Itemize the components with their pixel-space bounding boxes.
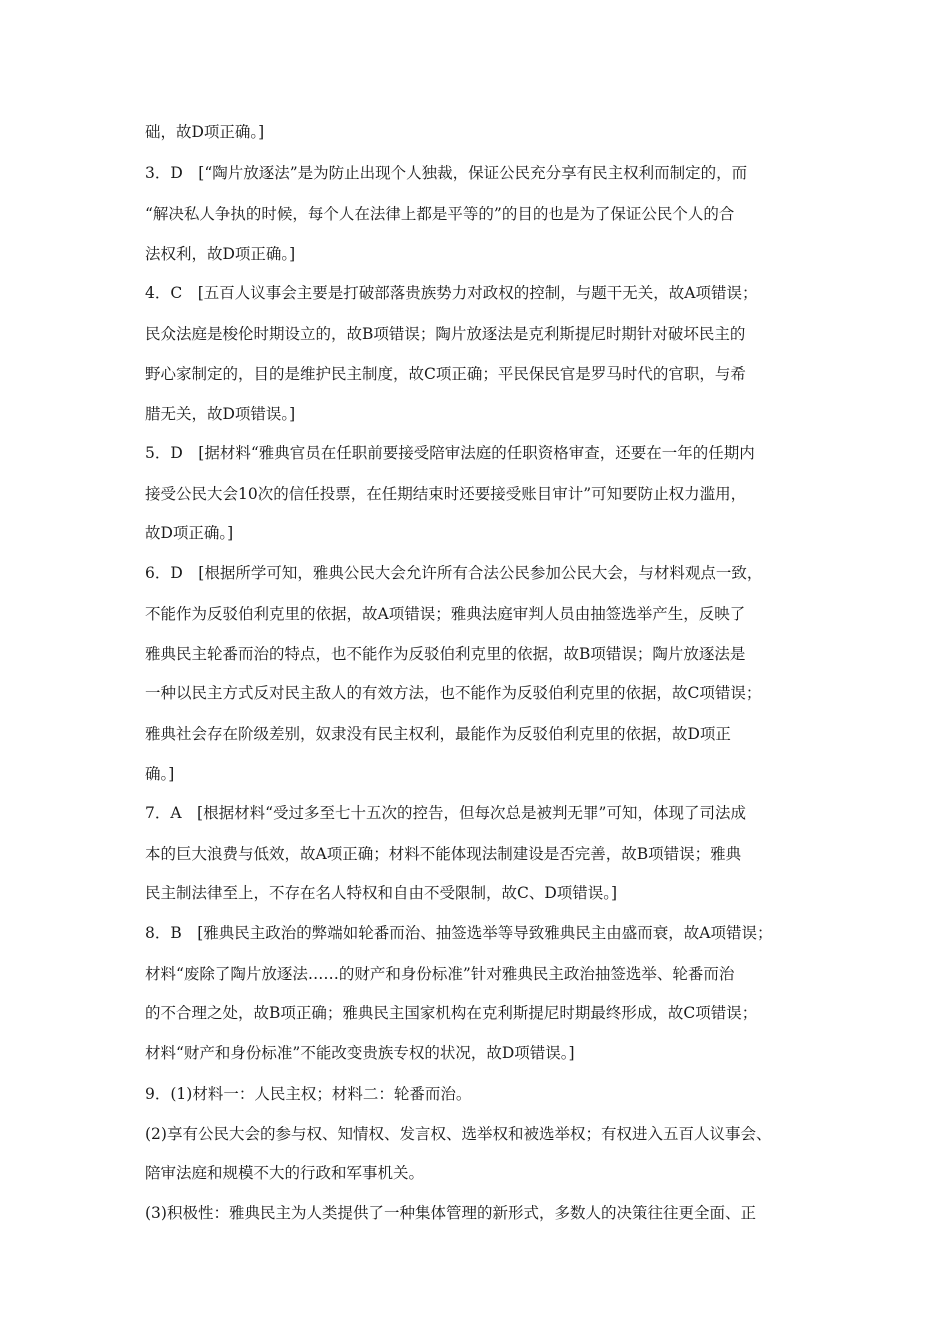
text-line: “解决私人争执的时候，每个人在法律上都是平等的”的目的也是为了保证公民个人的合 (145, 205, 735, 223)
text-line: 不能作为反驳伯利克里的依据，故A项错误；雅典法庭审判人员由抽签选举产生，反映了 (145, 605, 746, 623)
text-line: 础，故D项正确。] (145, 123, 265, 141)
text-line: 材料“废除了陶片放逐法……的财产和身份标准”针对雅典民主政治抽签选举、轮番而治 (145, 965, 735, 983)
text-line: 民主制法律至上，不存在名人特权和自由不受限制，故C、D项错误。] (145, 884, 618, 902)
text-line: 民众法庭是梭伦时期设立的，故B项错误；陶片放逐法是克利斯提尼时期针对破坏民主的 (145, 325, 746, 343)
text-line: 7．A [根据材料“受过多至七十五次的控告，但每次总是被判无罪”可知，体现了司法成 (145, 804, 746, 822)
text-line: 腊无关，故D项错误。] (145, 405, 296, 423)
text-line: 雅典社会存在阶级差别，奴隶没有民主权利，最能作为反驳伯利克里的依据，故D项正 (145, 725, 731, 743)
text-line: 8．B [雅典民主政治的弊端如轮番而治、抽签选举等导致雅典民主由盛而衰，故A项错误； (145, 924, 773, 942)
text-line: 陪审法庭和规模不大的行政和军事机关。 (145, 1164, 425, 1182)
text-line: (2)享有公民大会的参与权、知情权、发言权、选举权和被选举权；有权进入五百人议事会、 (145, 1125, 772, 1143)
text-line: 9．(1)材料一：人民主权；材料二：轮番而治。 (145, 1085, 472, 1103)
text-line: 材料“财产和身份标准”不能改变贵族专权的状况，故D项错误。] (145, 1044, 575, 1062)
text-line: 确。] (145, 765, 175, 783)
text-line: 5．D [据材料“雅典官员在任职前要接受陪审法庭的任职资格审查，还要在一年的任期内 (145, 444, 755, 462)
text-line: 的不合理之处，故B项正确；雅典民主国家机构在克利斯提尼时期最终形成，故C项错误； (145, 1004, 758, 1022)
text-line: 雅典民主轮番而治的特点，也不能作为反驳伯利克里的依据，故B项错误；陶片放逐法是 (145, 645, 746, 663)
text-line: 4．C [五百人议事会主要是打破部落贵族势力对政权的控制，与题干无关，故A项错误； (145, 284, 758, 302)
text-line: 3．D [“陶片放逐法”是为防止出现个人独裁，保证公民充分享有民主权利而制定的，而 (145, 164, 748, 182)
text-line: 接受公民大会10次的信任投票，在任期结束时还要接受账目审计”可知要防止权力滥用， (145, 485, 747, 503)
text-line: 法权利，故D项正确。] (145, 245, 296, 263)
text-line: 本的巨大浪费与低效，故A项正确；材料不能体现法制建设是否完善，故B项错误；雅典 (145, 845, 742, 863)
text-line: (3)积极性：雅典民主为人类提供了一种集体管理的新形式，多数人的决策往往更全面、正 (145, 1204, 756, 1222)
text-line: 6．D [根据所学可知，雅典公民大会允许所有合法公民参加公民大会，与材料观点一致， (145, 564, 763, 582)
text-line: 野心家制定的，目的是维护民主制度，故C项正确；平民保民官是罗马时代的官职，与希 (145, 365, 746, 383)
text-line: 一种以民主方式反对民主敌人的有效方法，也不能作为反驳伯利克里的依据，故C项错误； (145, 684, 762, 702)
text-line: 故D项正确。] (145, 524, 234, 542)
